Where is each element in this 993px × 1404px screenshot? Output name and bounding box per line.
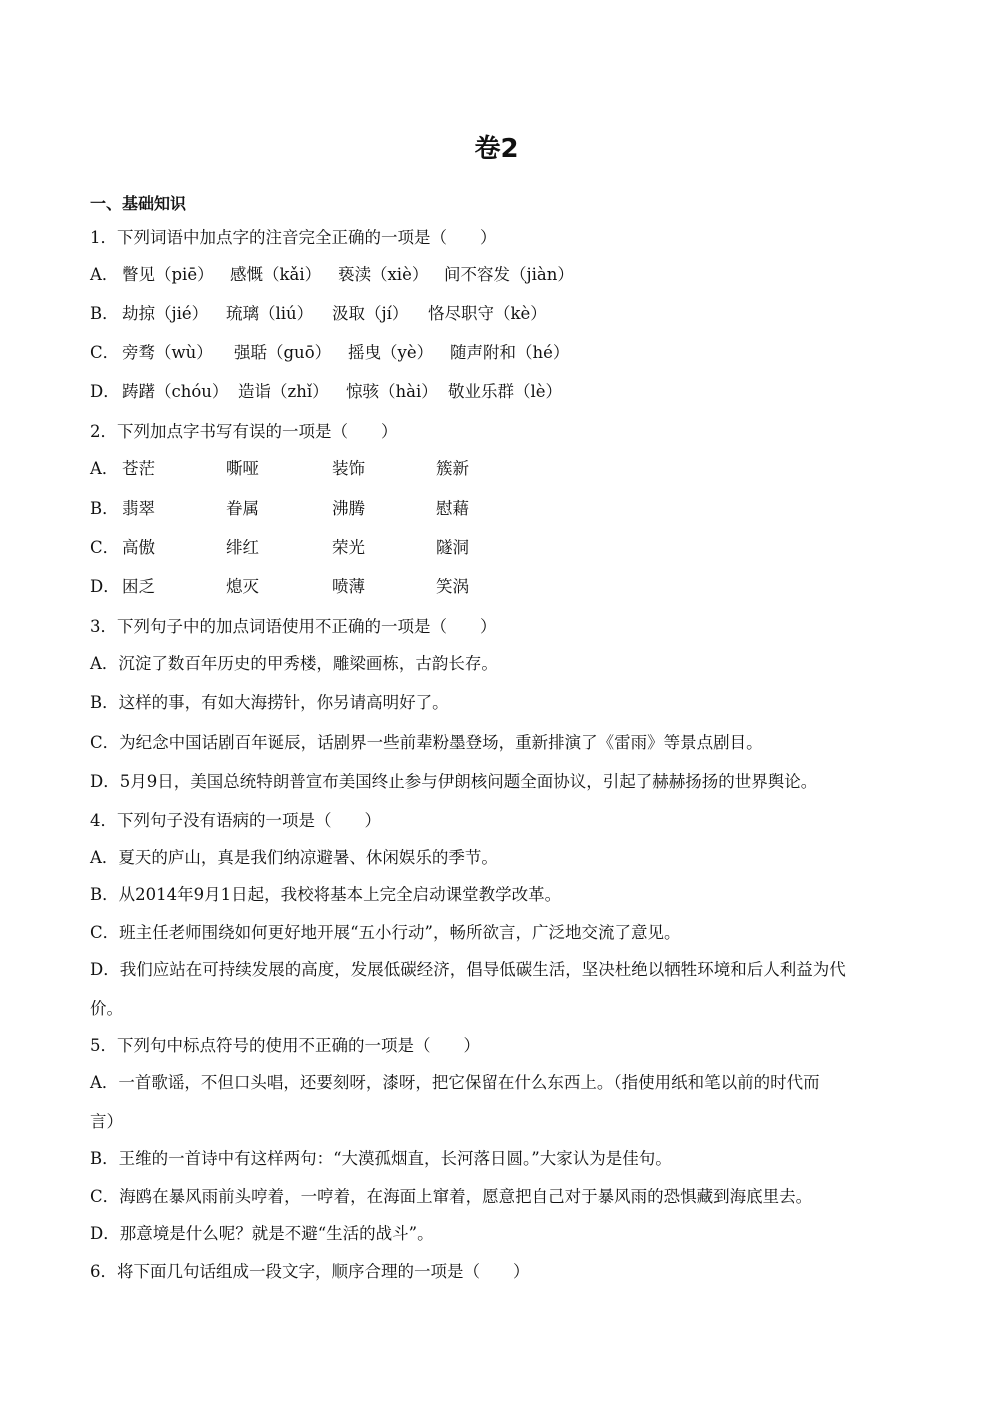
option-label: A． [90,459,119,478]
option-item: 嘶哑 [226,459,259,478]
option-label: D． [90,577,120,596]
option-item: 惊骇（hài） [346,382,438,401]
option-item: 簇新 [436,459,469,478]
option-item: 亵渎（xiè） [338,265,429,284]
question-2-option-b [90,498,469,520]
option-item: 间不容发（jiàn） [444,265,574,284]
option-item: 恪尽职守（kè） [428,304,547,323]
option-item: 敬业乐群（lè） [448,382,563,401]
question-6-stem: 6．将下面几句话组成一段文字，顺序合理的一项是（ ） [90,1262,530,1281]
option-item: 笑涡 [436,577,469,596]
question-3-stem: 3．下列句子中的加点词语使用不正确的一项是（ ） [90,617,497,636]
question-5-option-b: B．王维的一首诗中有这样两句：“大漠孤烟直，长河落日圆。”大家认为是佳句。 [90,1149,672,1168]
option-item: 琉璃（liú） [226,304,314,323]
question-3-option-a: A．沉淀了数百年历史的甲秀楼，雕梁画栋，古韵长存。 [90,654,498,673]
question-3-option-d: D．5月9日，美国总统特朗普宣布美国终止参与伊朗核问题全面协议，引起了赫赫扬扬的世界舆论。 [90,772,818,791]
question-4-option-b: B．从2014年9月1日起，我校将基本上完全启动课堂教学改革。 [90,885,562,904]
question-4-stem: 4．下列句子没有语病的一项是（ ） [90,811,381,830]
option-item: 随声附和（hé） [450,343,570,362]
option-label: B． [90,304,119,323]
option-item: 装饰 [332,459,365,478]
question-5-option-a-cont: 言） [90,1112,123,1131]
option-label: B． [90,499,119,518]
question-2-stem: 2．下列加点字书写有误的一项是（ ） [90,422,398,441]
option-item: 眷属 [226,499,259,518]
question-3-option-b: B．这样的事，有如大海捞针，你另请高明好了。 [90,693,449,712]
option-item: 感慨（kǎi） [230,265,322,284]
option-label: A． [90,265,119,284]
question-2-option-a [90,458,469,480]
option-item: 旁骛（wù） [122,343,213,362]
option-item: 翡翠 [122,499,155,518]
question-4-option-c: C．班主任老师围绕如何更好地开展“五小行动”，畅所欲言，广泛地交流了意见。 [90,923,681,942]
question-5-option-d: D．那意境是什么呢？就是不避“生活的战斗”。 [90,1224,434,1243]
option-item: 困乏 [122,577,155,596]
option-label: C． [90,343,120,362]
option-item: 熄灭 [226,577,259,596]
question-1-option-b [90,303,547,325]
question-4-option-d: D．我们应站在可持续发展的高度，发展低碳经济，倡导低碳生活，坚决杜绝以牺牲环境和后人利益为代 [90,960,846,979]
page-title: 卷2 [474,134,519,164]
section-heading: 一、基础知识 [90,194,187,213]
option-item: 汲取（jí） [332,304,409,323]
option-item: 苍茫 [122,459,155,478]
question-2-option-c [90,537,469,559]
option-item: 喷薄 [332,577,365,596]
option-label: D． [90,382,120,401]
question-1-option-c [90,342,570,364]
option-item: 高傲 [122,538,155,557]
option-item: 瞥见（piē） [122,265,214,284]
option-item: 隧洞 [436,538,469,557]
question-1-stem: 1．下列词语中加点字的注音完全正确的一项是（ ） [90,228,497,247]
question-5-option-a: A．一首歌谣，不但口头唱，还要刻呀，漆呀，把它保留在什么东西上。（指使用纸和笔以前的时代而 [90,1073,820,1092]
question-2-option-d [90,576,469,598]
option-item: 慰藉 [436,499,469,518]
option-item: 强聒（guō） [234,343,332,362]
option-item: 绯红 [226,538,259,557]
option-item: 荣光 [332,538,365,557]
question-5-option-c: C．海鸥在暴风雨前头哼着，一哼着，在海面上窜着，愿意把自己对于暴风雨的恐惧藏到海底里去。 [90,1187,813,1206]
option-item: 沸腾 [332,499,365,518]
option-item: 劫掠（jié） [122,304,209,323]
question-4-option-a: A．夏天的庐山，真是我们纳凉避暑、休闲娱乐的季节。 [90,848,498,867]
question-5-stem: 5．下列句中标点符号的使用不正确的一项是（ ） [90,1036,480,1055]
option-item: 踌躇（chóu） [122,382,229,401]
question-4-option-d-cont: 价。 [90,999,123,1018]
option-item: 造诣（zhǐ） [238,382,329,401]
question-3-option-c: C．为纪念中国话剧百年诞辰，话剧界一些前辈粉墨登场，重新排演了《雷雨》等景点剧目。 [90,733,763,752]
option-item: 摇曳（yè） [348,343,434,362]
question-1-option-a [90,264,574,286]
question-1-option-d [90,381,563,403]
option-label: C． [90,538,120,557]
